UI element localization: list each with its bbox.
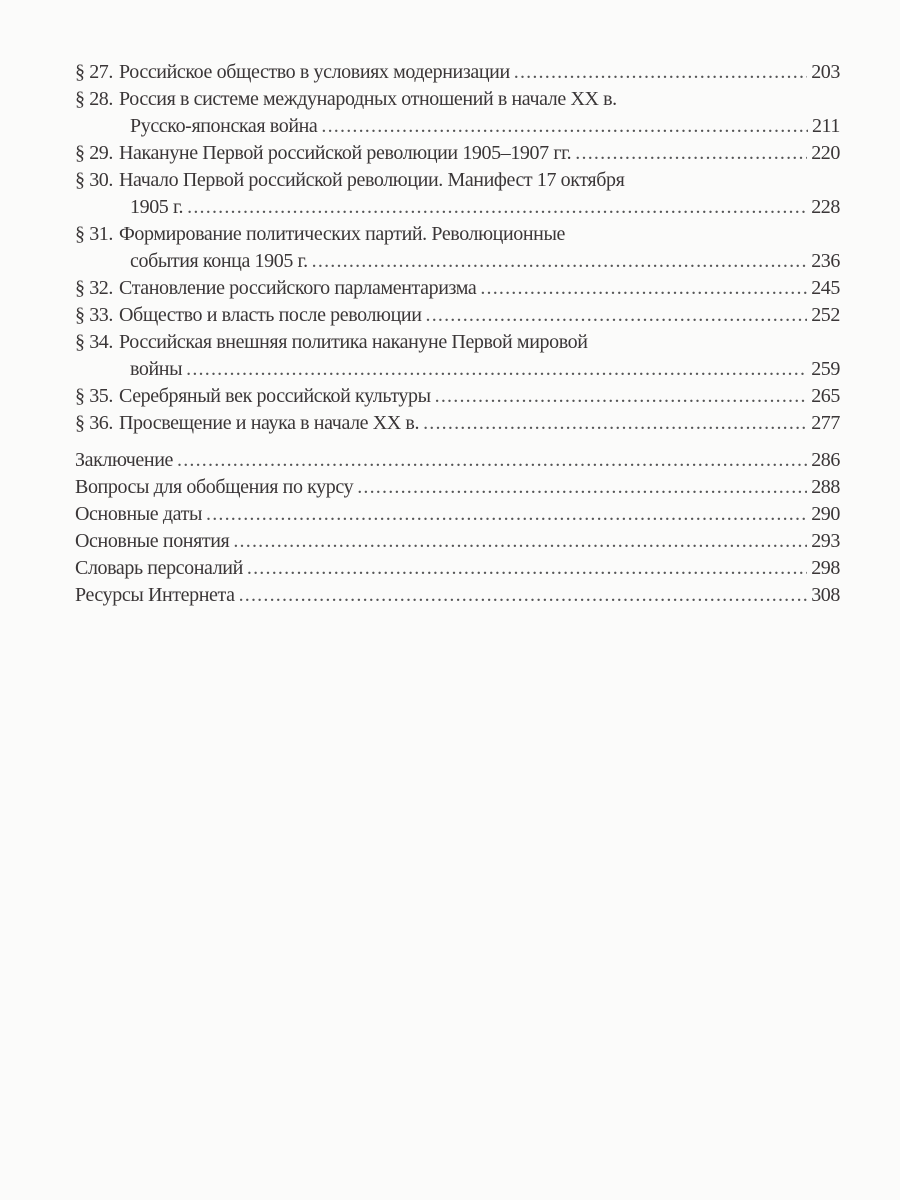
toc-entry[interactable]	[75, 555, 840, 582]
appendix-title: Ресурсы Интернета	[75, 584, 235, 606]
page-number: 277	[811, 412, 840, 434]
toc-line	[75, 113, 840, 140]
section-number: § 35.	[75, 385, 114, 407]
toc-line	[75, 528, 840, 555]
section-number: § 33.	[75, 304, 114, 326]
toc-entry[interactable]	[75, 302, 840, 329]
section-title: события конца 1905 г.	[130, 250, 308, 272]
section-title: Россия в системе международных отношений в начале XX в.	[119, 88, 617, 110]
toc-line	[75, 329, 840, 356]
page-number: 203	[811, 61, 840, 83]
toc-line	[75, 383, 840, 410]
section-number: § 36.	[75, 412, 114, 434]
page-number: 211	[811, 115, 840, 137]
page-number: 236	[811, 250, 840, 272]
section-title: Накануне Первой российской революции 1905–1907 гг.	[119, 142, 572, 164]
section-number: § 29.	[75, 142, 114, 164]
toc-line	[75, 248, 840, 275]
toc-entry[interactable]	[75, 501, 840, 528]
section-title: войны	[130, 358, 183, 380]
dot-leader	[233, 528, 807, 555]
page-number: 298	[811, 557, 840, 579]
section-title: Общество и власть после революции	[119, 304, 422, 326]
page-number: 293	[811, 530, 840, 552]
toc-line	[75, 59, 840, 86]
page-number: 252	[811, 304, 840, 326]
section-title: Просвещение и наука в начале XX в.	[119, 412, 420, 434]
sections-list	[75, 59, 840, 437]
dot-leader	[177, 447, 807, 474]
dot-leader	[514, 59, 807, 86]
toc-line	[75, 86, 840, 113]
toc-line	[75, 140, 840, 167]
toc-entry[interactable]	[75, 140, 840, 167]
section-number: § 31.	[75, 223, 114, 245]
page-number: 265	[811, 385, 840, 407]
toc-entry[interactable]	[75, 582, 840, 609]
dot-leader	[321, 113, 808, 140]
section-title: Формирование политических партий. Революционные	[119, 223, 566, 245]
appendix-title: Основные понятия	[75, 530, 230, 552]
dot-leader	[426, 302, 808, 329]
section-number: § 30.	[75, 169, 114, 191]
page-number: 288	[811, 476, 840, 498]
section-title: Становление российского парламентаризма	[119, 277, 477, 299]
dot-leader	[357, 474, 807, 501]
table-of-contents	[75, 59, 840, 609]
page-number: 220	[811, 142, 840, 164]
toc-line	[75, 501, 840, 528]
toc-entry[interactable]	[75, 329, 840, 383]
page-number: 308	[811, 584, 840, 606]
toc-entry[interactable]	[75, 410, 840, 437]
toc-line	[75, 582, 840, 609]
dot-leader	[239, 582, 808, 609]
toc-line	[75, 194, 840, 221]
toc-line	[75, 356, 840, 383]
page-number: 286	[811, 449, 840, 471]
toc-line	[75, 167, 840, 194]
page-number: 259	[811, 358, 840, 380]
dot-leader	[247, 555, 807, 582]
section-title: Российская внешняя политика накануне Первой мировой	[119, 331, 588, 353]
toc-entry[interactable]	[75, 275, 840, 302]
toc-entry[interactable]	[75, 86, 840, 140]
toc-line	[75, 221, 840, 248]
toc-line	[75, 555, 840, 582]
toc-line	[75, 410, 840, 437]
toc-line	[75, 302, 840, 329]
section-number: § 27.	[75, 61, 114, 83]
dot-leader	[435, 383, 808, 410]
appendix-title: Основные даты	[75, 503, 202, 525]
dot-leader	[186, 356, 807, 383]
toc-line	[75, 447, 840, 474]
toc-entry[interactable]	[75, 221, 840, 275]
page-number: 245	[811, 277, 840, 299]
dot-leader	[423, 410, 807, 437]
appendix-title: Вопросы для обобщения по курсу	[75, 476, 354, 498]
appendix-title: Заключение	[75, 449, 173, 471]
section-number: § 32.	[75, 277, 114, 299]
dot-leader	[206, 501, 807, 528]
section-title: Начало Первой российской революции. Манифест 17 октября	[119, 169, 625, 191]
section-title: Русско-японская война	[130, 115, 318, 137]
appendix-title: Словарь персоналий	[75, 557, 243, 579]
dot-leader	[312, 248, 808, 275]
toc-entry[interactable]	[75, 447, 840, 474]
section-title: Серебряный век российской культуры	[119, 385, 431, 407]
section-number: § 34.	[75, 331, 114, 353]
section-gap	[75, 437, 840, 447]
toc-entry[interactable]	[75, 528, 840, 555]
dot-leader	[187, 194, 807, 221]
section-title: Российское общество в условиях модернизации	[119, 61, 510, 83]
toc-line	[75, 275, 840, 302]
appendix-list	[75, 447, 840, 609]
section-title: 1905 г.	[130, 196, 184, 218]
dot-leader	[575, 140, 807, 167]
toc-line	[75, 474, 840, 501]
dot-leader	[480, 275, 807, 302]
page-number: 290	[811, 503, 840, 525]
section-number: § 28.	[75, 88, 114, 110]
toc-entry[interactable]	[75, 383, 840, 410]
toc-entry[interactable]	[75, 474, 840, 501]
page-number: 228	[811, 196, 840, 218]
toc-entry[interactable]	[75, 59, 840, 86]
toc-entry[interactable]	[75, 167, 840, 221]
